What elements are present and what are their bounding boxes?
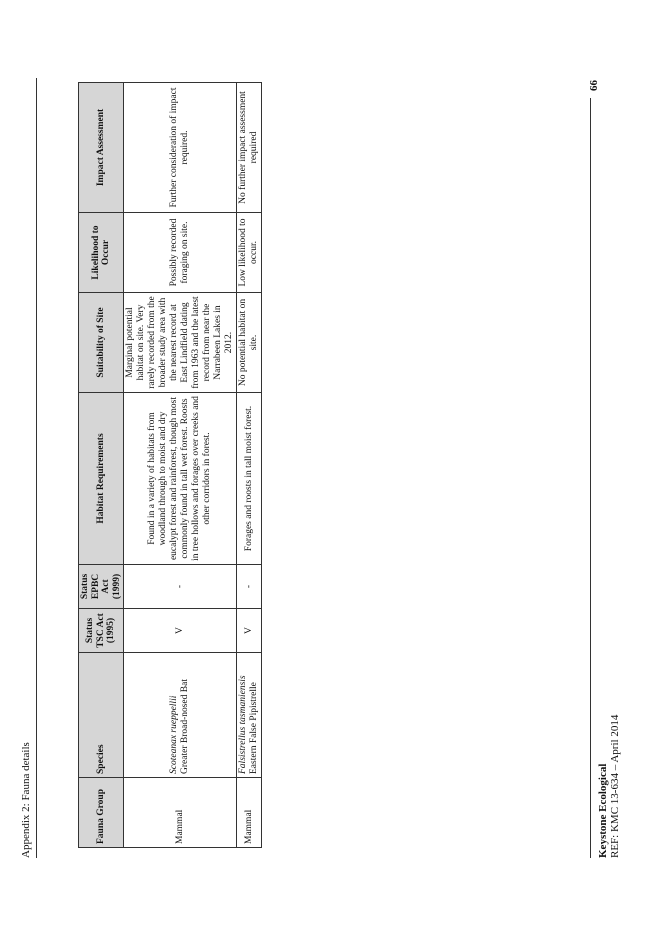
cell-impact: Further consideration of impact required. xyxy=(124,83,237,213)
scientific-name: Falsistrellus tasmaniensis xyxy=(238,675,248,774)
fauna-table xyxy=(78,82,262,848)
header-habitat: Habitat Requirements xyxy=(79,393,124,565)
cell-status-epbc: - xyxy=(124,565,237,609)
cell-species xyxy=(124,653,237,778)
cell-fauna-group: Mammal xyxy=(124,778,237,848)
common-name: Greater Broad-nosed Bat xyxy=(180,679,190,774)
cell-likelihood: Possibly recorded foraging on site. xyxy=(124,213,237,293)
scientific-name: Scoteanax rueppellii xyxy=(169,695,179,774)
cell-habitat: Found in a variety of habitats from woodland through to moist and dry eucalypt forest and rainforest, though most commonly found in tall wet forest. Roosts in tree hollows and forages over creeks and other corridors in forest. xyxy=(124,393,237,565)
cell-suitability: No potential habitat on site. xyxy=(237,293,262,393)
table-header-row xyxy=(79,83,124,848)
header-fauna-group: Fauna Group xyxy=(79,778,124,848)
cell-suitability: Marginal potential habitat on site. Very rarely recorded from the broader study area with the nearest record at East Lindfield dating from 1963 and the latest record from near the Narrabeen Lakes in 2012. xyxy=(124,293,237,393)
header-status-tsc: Status TSC Act (1995) xyxy=(79,609,124,653)
cell-status-tsc: V xyxy=(124,609,237,653)
header-suitability: Suitability of Site xyxy=(79,293,124,393)
table-row xyxy=(124,83,237,848)
footer-reference: REF: KMC 13-634 – April 2014 xyxy=(609,714,621,858)
footer-organisation: Keystone Ecological xyxy=(597,763,609,858)
header-species: Species xyxy=(79,653,124,778)
cell-impact: No further impact assessment required xyxy=(237,83,262,213)
header-rule xyxy=(36,78,37,858)
page-number: 66 xyxy=(588,80,600,91)
header-impact: Impact Assessment xyxy=(79,83,124,213)
cell-status-epbc: - xyxy=(237,565,262,609)
common-name: Eastern False Pipistrelle xyxy=(249,682,259,774)
table-row xyxy=(237,83,262,848)
page-footer xyxy=(590,98,621,858)
header-status-epbc: Status EPBC Act (1999) xyxy=(79,565,124,609)
header-likelihood: Likelihood to Occur xyxy=(79,213,124,293)
cell-fauna-group: Mammal xyxy=(237,778,262,848)
appendix-title: Appendix 2: Fauna details xyxy=(20,742,32,858)
cell-habitat: Forages and roosts in tall moist forest. xyxy=(237,393,262,565)
cell-status-tsc: V xyxy=(237,609,262,653)
cell-likelihood: Low likelihood to occur. xyxy=(237,213,262,293)
cell-species xyxy=(237,653,262,778)
